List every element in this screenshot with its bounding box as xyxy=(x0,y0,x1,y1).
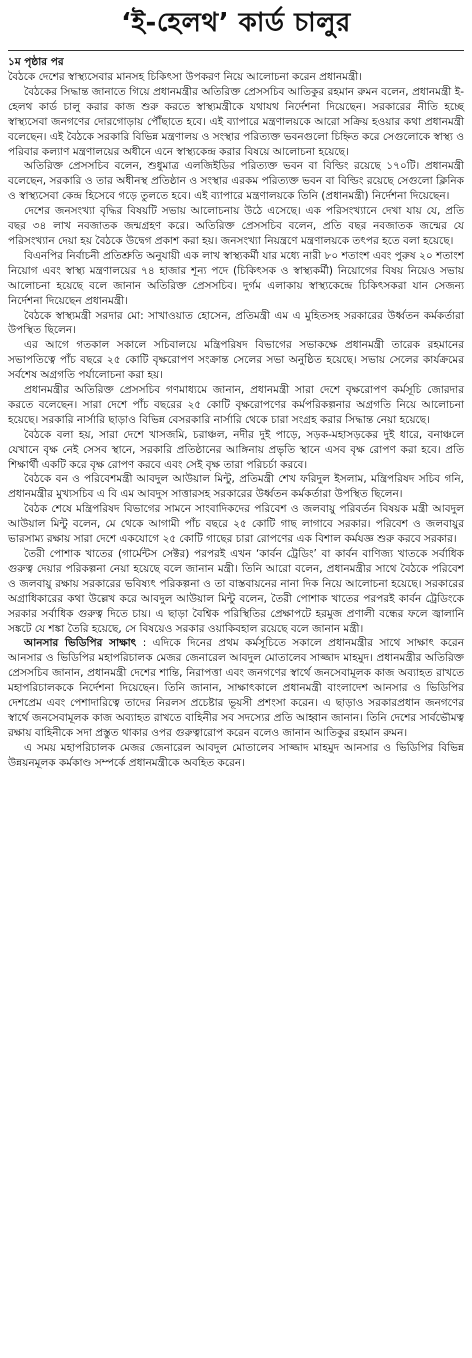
headline-divider xyxy=(8,50,464,51)
article-paragraph: বৈঠকে স্বাস্থ্যমন্ত্রী সরদার মো: সাখাওয়াত হোসেন, প্রতিমন্ত্রী এম এ মুহিতসহ সরকারের উর্ধ্বতন কর্মকর্তারা উপস্থিত ছিলেন। xyxy=(8,309,464,337)
subhead-paragraph-text: : এদিকে দিনের প্রথম কর্মসূচিতে সকালে প্রধানমন্ত্রীর সাথে সাক্ষাৎ করেন আনসার ও ভিডিপির মহাপরিচালক মেজর জেনারেল আবদুল মোতালেব সাজ্জাদ মাহমুদ। প্রধানমন্ত্রীর অতিরিক্ত প্রেসসচিব জানান, প্রধানমন্ত্রী দেশের শান্তি, নিরাপত্তা এবং জনগণের স্বার্থে জনসেবামূলক কাজ অব্যাহত রাখতে মহাপরিচালককে নির্দেশনা দিয়েছেন। তিনি জানান, সাক্ষাৎকালে প্রধানমন্ত্রী বাংলাদেশ আনসার ও ভিডিপির দেশপ্রেম এবং পেশাদারিত্বে তাদের নিরলস প্রচেষ্টার ভূয়সী প্রশংসা করেন। এ ছাড়াও সরকারপ্রধান জনগণের স্বার্থে জনসেবামূলক কাজ অব্যাহত রাখতে বাহিনীর সব সদস্যের প্রতি আহ্বান জানান। তিনি দেশের সার্বভৌমত্ব রক্ষায় বাহিনীকে সদা প্রস্তুত থাকার ওপর গুরুত্বারোপ করেন বলেও জানান আতিকুর রহমান রুমন। xyxy=(8,637,464,739)
article-paragraph: দেশের জনসংখ্যা বৃদ্ধির বিষয়টি সভায় আলোচনায় উঠে এসেছে। এক পরিসংখ্যানে দেখা যায় যে, প্রতি বছর ৩৪ লাখ নবজাতক জন্মগ্রহণ করে। অতিরিক্ত প্রেসসচিব বলেন, প্রতি বছর নবজাতক জন্মের যে পরিসংখ্যান দেয়া হয় বৈঠকে উদ্বেগ প্রকাশ করা হয়। জনসংখ্যা নিয়ন্ত্রণে মন্ত্রণালয়কে তৎপর হতে বলা হয়েছে। xyxy=(8,205,464,247)
article-paragraph: প্রধানমন্ত্রীর অতিরিক্ত প্রেসসচিব গণমাধ্যমে জানান, প্রধানমন্ত্রী সারা দেশে বৃক্ষরোপণ কর্মসূচি জোরদার করতে বলেছেন। সারা দেশে পাঁচ বছরের ২৫ কোটি বৃক্ষরোপণের কর্মপরিকল্পনার অগ্রগতি নিয়ে আলোচনা হয়েছে। সরকারি নার্সারি ছাড়াও বিভিন্ন বেসরকারি নার্সারি থেকে চারা সংগ্রহ করার সিদ্ধান্ত নেয়া হয়েছে। xyxy=(8,384,464,426)
headline: ‘ই-হেলথ’ কার্ড চালুর xyxy=(121,8,351,38)
article-paragraph: বৈঠক শেষে মন্ত্রিপরিষদ বিভাগের সামনে সাংবাদিকদের পরিবেশ ও জলবায়ু পরিবর্তন বিষয়ক মন্ত্রী আবদুল আউয়াল মিন্টু বলেন, মে থেকে আগামী পাঁচ বছরে ২৫ কোটি গাছ লাগাবে সরকার। পরিবেশ ও জলবায়ুর ভারসাম্য রক্ষায় সারা দেশে একযোগে ২৫ কোটি গাছের চারা রোপণের এক বিশাল কর্মযজ্ঞ শুরু করবে সরকার। xyxy=(8,503,464,546)
article-body xyxy=(8,70,464,771)
article-paragraph: এ সময় মহাপরিচালক মেজর জেনারেল আবদুল মোতালেব সাজ্জাদ মাহমুদ আনসার ও ভিডিপির বিভিন্ন উন্নয়নমূলক কর্মকাণ্ড সম্পর্কে প্রধানমন্ত্রীকে অবহিত করেন। xyxy=(8,741,464,769)
article-paragraph: অতিরিক্ত প্রেসসচিব বলেন, শুধুমাত্র এলজিইডির পরিত্যক্ত ভবন বা বিল্ডিং রয়েছে ১৭০টি। প্রধানমন্ত্রী বলেছেন, সরকারি ও তার অধীনস্থ প্রতিষ্ঠান ও সংস্থার এরকম পরিত্যক্ত ভবন বা বিল্ডিং রয়েছে সেগুলো ক্লিনিক ও স্বাস্থ্যসেবা কেন্দ্র হিসেবে গড়ে তুলতে হবে। এই ব্যাপারে মন্ত্রণালয়কে তিনি (প্রধানমন্ত্রী) নির্দেশনা দিয়েছেন। xyxy=(8,160,464,203)
subhead-paragraph xyxy=(8,636,464,740)
article-paragraph: বৈঠকে দেশের স্বাস্থ্যসেবার মানসহ চিকিৎসা উপকরণ নিয়ে আলোচনা করেন প্রধানমন্ত্রী। xyxy=(8,71,363,83)
article-paragraph: তৈরী পোশাক খাতের (গার্মেন্টস সেক্টর) পরপরই এখন ‘কার্বন ট্রেডিং’ বা কার্বন বাণিজ্য খাতকে সর্বাধিক গুরুত্ব দেয়ার পরিকল্পনা নেয়া হয়েছে বলে জানান মন্ত্রী। তিনি আরো বলেন, প্রধানমন্ত্রীর সাথে বৈঠকে পরিবেশ ও জলবায়ু রক্ষায় সরকারের ভবিষ্যৎ পরিকল্পনা ও তা বাস্তবায়নের নানা দিক নিয়ে আলোচনা হয়েছে। সরকারের অগ্রাধিকারের কথা উল্লেখ করে আবদুল আউয়াল মিন্টু বলেন, তৈরী পোশাক খাতের পরপরই কার্বন ট্রেডিংকে সরকার সর্বাধিক গুরুত্ব দিতে চায়। এ ছাড়া বৈশ্বিক পরিস্থিতির প্রেক্ষাপটে হরমুজ প্রণালী বন্ধের ফলে জ্বালানি সঙ্কটে যে শঙ্কা তৈরি হয়েছে, সে বিষয়েও সরকার ওয়াকিবহাল রয়েছে বলে জানান মন্ত্রী। xyxy=(8,548,464,635)
article-paragraph: বিএনপির নির্বাচনী প্রতিশ্রুতি অনুযায়ী এক লাখ স্বাস্থ্যকর্মী যার মধ্যে নারী ৮০ শতাংশ এবং পুরুষ ২০ শতাংশ নিয়োগ এবং স্বাস্থ্য মন্ত্রণালয়ের ৭৪ হাজার শূন্য পদে (চিকিৎসক ও স্বাস্থ্যকর্মী) নিয়োগের বিষয় নিয়েও সভায় আলোচনা হয়েছে বলে জানান অতিরিক্ত প্রেসসচিব। দুর্গম এলাকায় স্বাস্থ্যকেন্দ্রে চিকিৎসকরা যান সেজন্য নির্দেশনা দিয়েছেন প্রধানমন্ত্রী। xyxy=(8,249,464,307)
article-paragraph: বৈঠকের সিদ্ধান্ত জানাতে গিয়ে প্রধানমন্ত্রীর অতিরিক্ত প্রেসসচিব আতিকুর রহমান রুমন বলেন, প্রধানমন্ত্রী ই-হেলথ কার্ড চালু করার কাজ শুরু করতে স্বাস্থ্যমন্ত্রীকে যথাযথ নির্দেশনা দিয়েছেন। সরকারের নীতি হচ্ছে স্বাস্থ্যসেবা জনগণের দোরগোড়ায় পৌঁছাতে হবে। এই ব্যাপারে মন্ত্রণালয়কে আরো সক্রিয় হওয়ার কথা প্রধানমন্ত্রী বলেছেন। এই বৈঠকে সরকারি বিভিন্ন মন্ত্রণালয় ও সংস্থার পরিত্যক্ত ভবনগুলো চিহ্নিত করে সেগুলোকে স্বাস্থ্য ও পরিবার কল্যাণ মন্ত্রণালয়ের অধীনে এনে স্বাস্থ্যকেন্দ্র করার বিষয়ে আলোচনা হয়েছে। xyxy=(8,85,464,158)
article-paragraph: বৈঠকে বন ও পরিবেশমন্ত্রী আবদুল আউয়াল মিন্টু, প্রতিমন্ত্রী শেখ ফরিদুল ইসলাম, মন্ত্রিপরিষদ সচিব গনি, প্রধানমন্ত্রীর মুখ্যসচিব এ বি এম আবদুস সাত্তারসহ সরকারের উর্ধ্বতন কর্মকর্তারা উপস্থিত ছিলেন। xyxy=(8,473,464,501)
article-paragraph: এর আগে গতকাল সকালে সচিবালয়ে মন্ত্রিপরিষদ বিভাগের সভাকক্ষে প্রধানমন্ত্রী তারেক রহমানের সভাপতিত্বে পাঁচ বছরে ২৫ কোটি বৃক্ষরোপণ সংক্রান্ত সেলের সভা অনুষ্ঠিত হয়েছে। সভায় সেলের কার্যক্রমের সর্বশেষ অগ্রগতি পর্যালোচনা করা হয়। xyxy=(8,339,464,382)
article-paragraph: বৈঠকে বলা হয়, সারা দেশে খাসজমি, চরাঞ্চল, নদীর দুই পাড়ে, সড়ক-মহাসড়কের দুই ধারে, বনাঞ্চলে যেখানে বৃক্ষ নেই সেসব স্থানে, সরকারি প্রতিষ্ঠানের আঙ্গিনায় প্রভৃতি স্থানে এসব বৃক্ষ রোপণ করা হবে। প্রতি শিক্ষার্থী একটি করে বৃক্ষ রোপণ করবে এবং সেই বৃক্ষ তারা পরিচর্চা করবে। xyxy=(8,428,464,471)
section-subhead: আনসার ভিডিপির সাক্ষাৎ xyxy=(24,637,137,650)
continued-from-label: ১ম পৃষ্ঠার পর xyxy=(8,56,64,68)
